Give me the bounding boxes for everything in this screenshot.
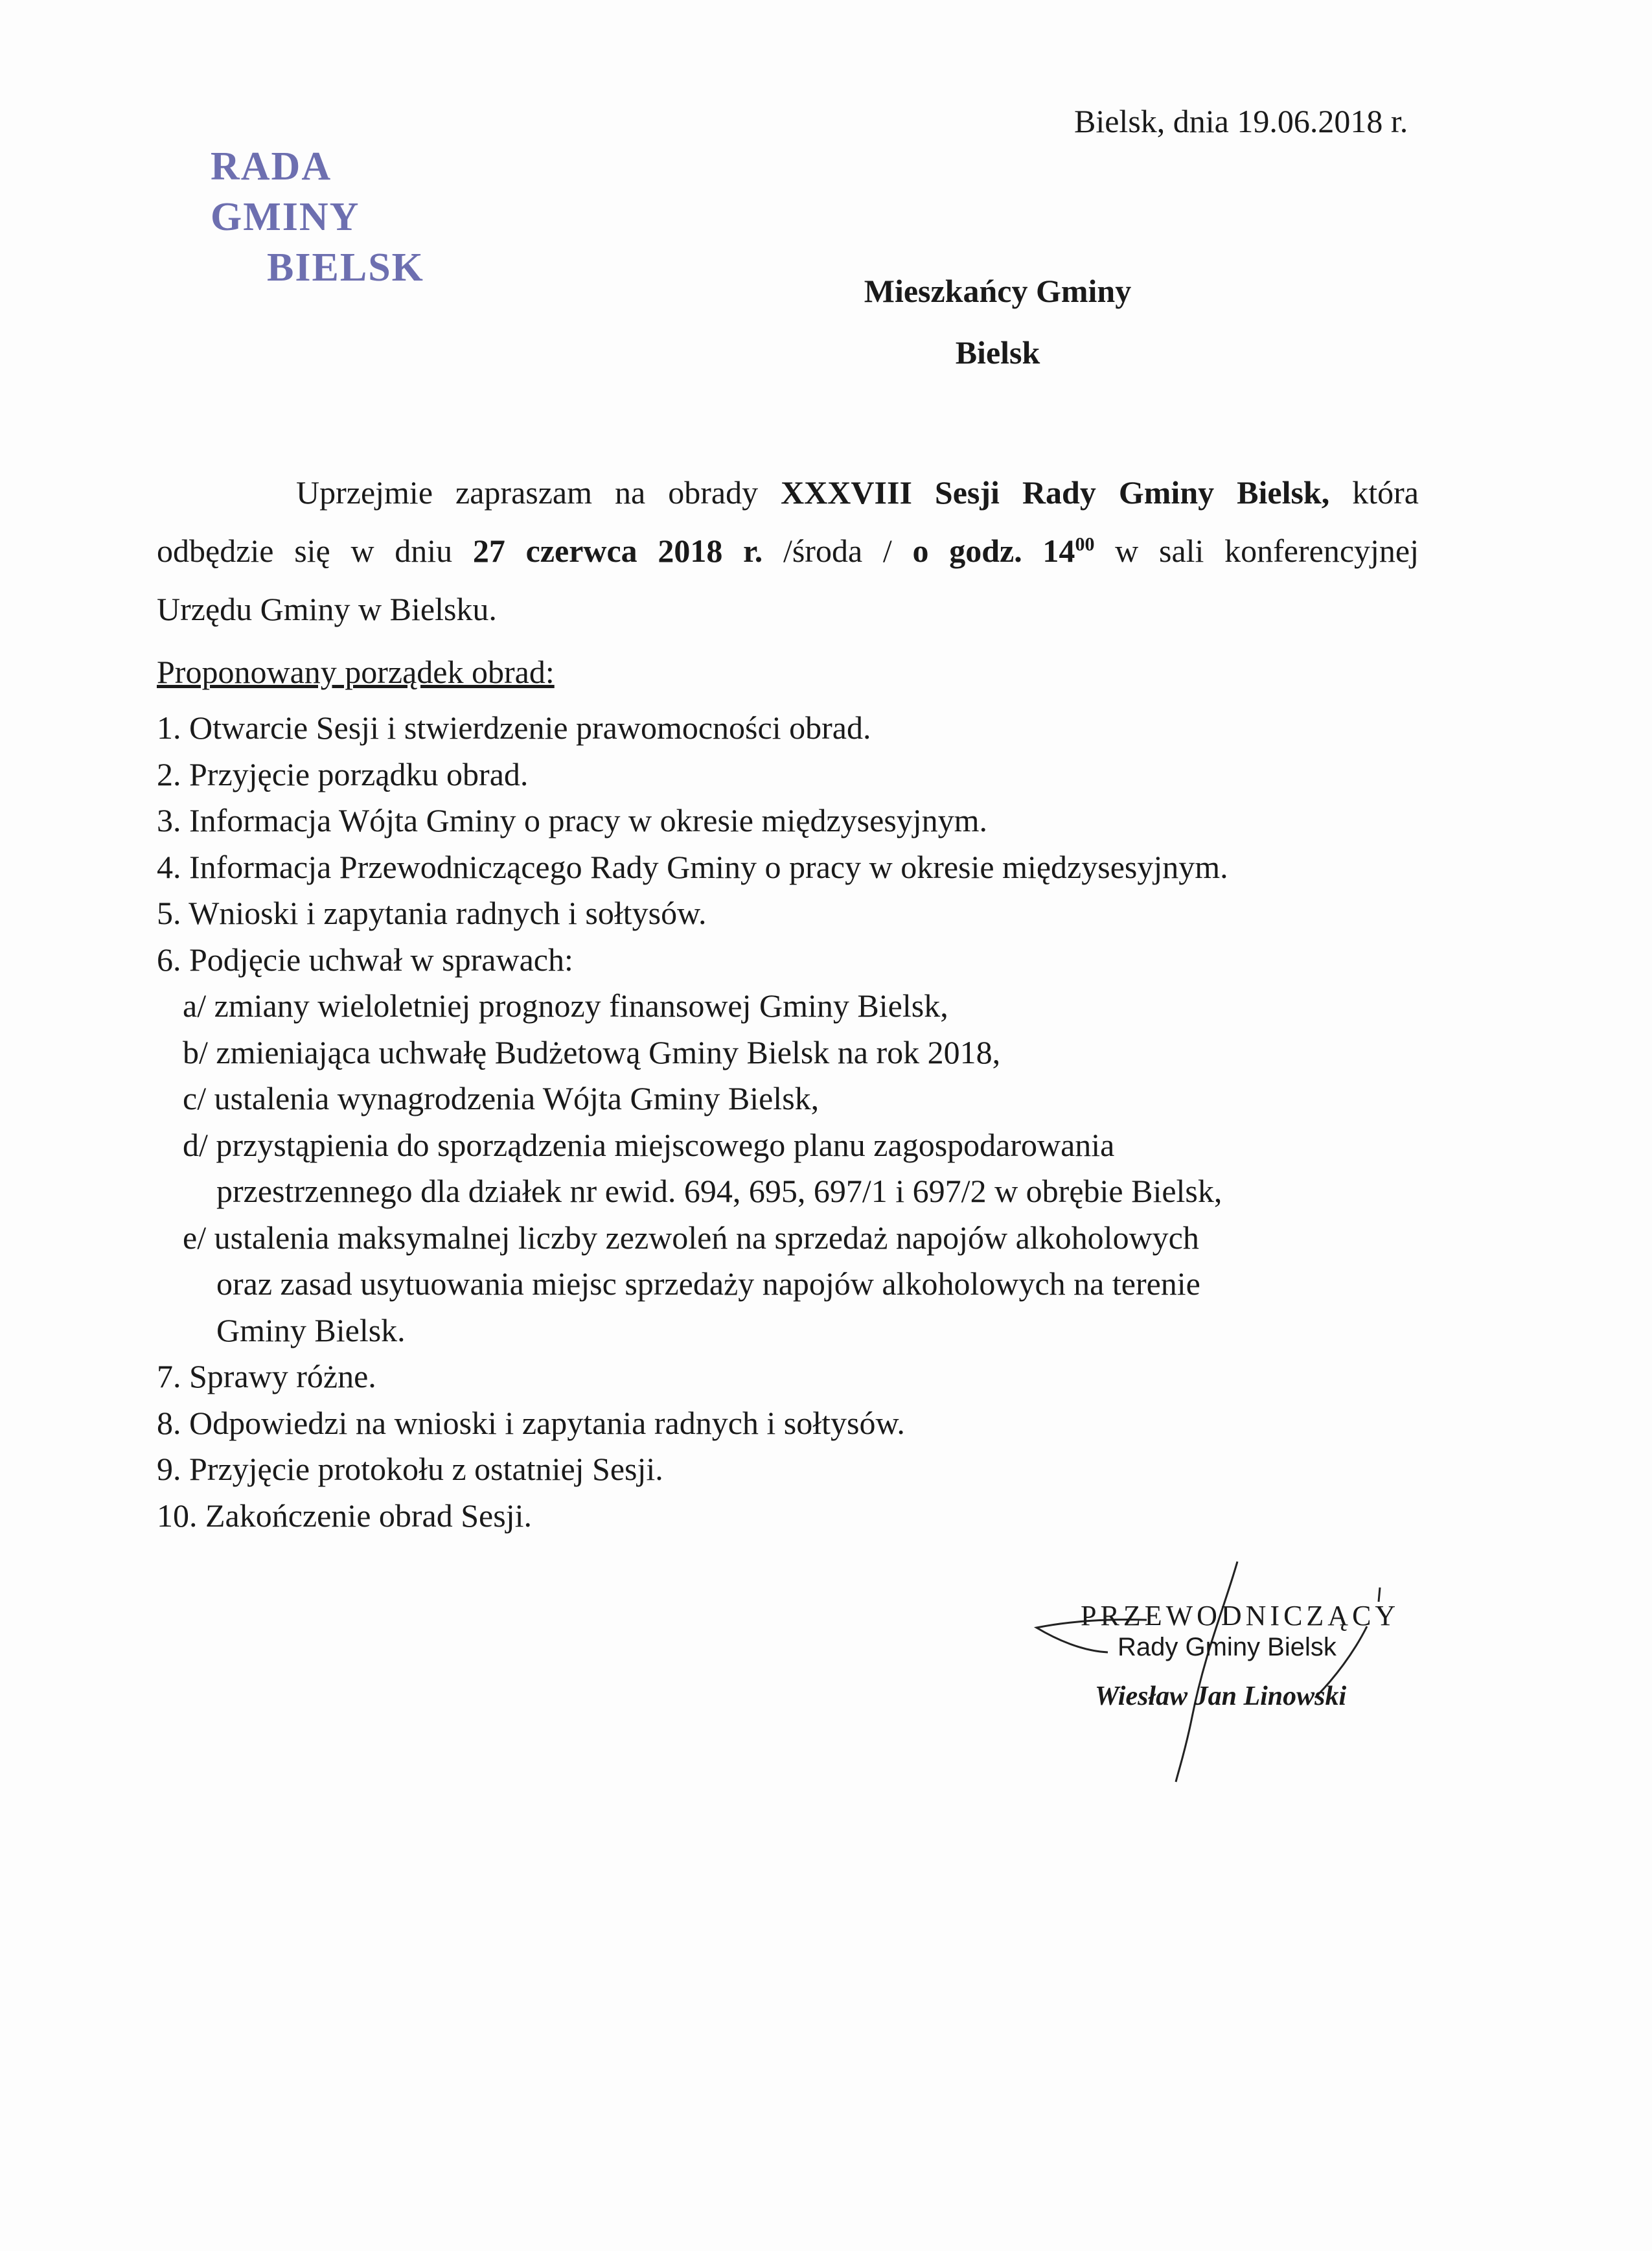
agenda-item: 3. Informacja Wójta Gminy o pracy w okresie międzysesyjnym. bbox=[157, 802, 988, 838]
invitation-line-1 bbox=[157, 463, 1419, 522]
agenda-item: 7. Sprawy różne. bbox=[157, 1358, 376, 1394]
session-time bbox=[912, 533, 1094, 569]
rada-gminy-stamp bbox=[211, 141, 483, 293]
recipient-line-2: Bielsk bbox=[955, 334, 1040, 371]
agenda-subitem: e/ ustalenia maksymalnej liczby zezwoleń na sprzedaż napojów alkoholowych bbox=[183, 1219, 1199, 1256]
agenda-subitem: b/ zmieniająca uchwałę Budżetową Gminy Bielsk na rok 2018, bbox=[183, 1033, 1001, 1070]
text-span: w sali konferencyjnej bbox=[1094, 533, 1419, 569]
agenda-list bbox=[157, 705, 1228, 1539]
stamp-line-1: RADA GMINY bbox=[211, 144, 360, 239]
invitation-paragraph bbox=[157, 463, 1419, 638]
agenda-item: 5. Wnioski i zapytania radnych i sołtysów. bbox=[157, 895, 707, 931]
session-name: XXXVIII Sesji Rady Gminy Bielsk, bbox=[781, 474, 1330, 511]
agenda-item: 6. Podjęcie uchwał w sprawach: bbox=[157, 941, 573, 978]
agenda-subitem-continued: oraz zasad usytuowania miejsc sprzedaży napojów alkoholowych na terenie bbox=[216, 1265, 1200, 1302]
text-span: /środa / bbox=[763, 533, 913, 569]
text-span: Uprzejmie zapraszam na obrady bbox=[296, 474, 781, 511]
signature-organization: Rady Gminy Bielsk bbox=[1118, 1633, 1337, 1661]
session-date: 27 czerwca 2018 r. bbox=[472, 533, 763, 569]
date-line: Bielsk, dnia 19.06.2018 r. bbox=[1074, 103, 1408, 139]
recipient-line-1: Mieszkańcy Gminy bbox=[864, 273, 1132, 309]
agenda-subitem: d/ przystąpienia do sporządzenia miejscowego planu zagospodarowania bbox=[183, 1126, 1115, 1163]
agenda-subitem-continued: Gminy Bielsk. bbox=[216, 1311, 406, 1348]
agenda-item: 2. Przyjęcie porządku obrad. bbox=[157, 756, 529, 792]
agenda-item: 1. Otwarcie Sesji i stwierdzenie prawomocności obrad. bbox=[157, 710, 871, 746]
agenda-item: 10. Zakończenie obrad Sesji. bbox=[157, 1497, 532, 1534]
agenda-heading: Proponowany porządek obrad: bbox=[157, 654, 555, 690]
text-span: odbędzie się w dniu bbox=[157, 533, 473, 569]
agenda-subitem: a/ zmiany wieloletniej prognozy finansowej Gminy Bielsk, bbox=[183, 987, 948, 1024]
invitation-line-3: Urzędu Gminy w Bielsku. bbox=[157, 591, 497, 627]
invitation-line-2 bbox=[157, 522, 1419, 580]
agenda-item: 9. Przyjęcie protokołu z ostatniej Sesji. bbox=[157, 1451, 663, 1487]
handwritten-signature bbox=[1030, 1555, 1393, 1788]
time-minutes: 00 bbox=[1075, 533, 1095, 555]
text-span: która bbox=[1329, 474, 1419, 511]
signature-name: Wiesław Jan Linowski bbox=[1095, 1681, 1347, 1711]
signature-title: PRZEWODNICZĄCY bbox=[1081, 1600, 1400, 1632]
agenda-subitem: c/ ustalenia wynagrodzenia Wójta Gminy Bielsk, bbox=[183, 1080, 820, 1116]
agenda-item: 8. Odpowiedzi na wnioski i zapytania radnych i sołtysów. bbox=[157, 1404, 905, 1441]
agenda-item: 4. Informacja Przewodniczącego Rady Gminy o pracy w okresie międzysesyjnym. bbox=[157, 848, 1228, 885]
time-text: o godz. 14 bbox=[912, 533, 1075, 569]
agenda-subitem-continued: przestrzennego dla działek nr ewid. 694, 695, 697/1 i 697/2 w obrębie Bielsk, bbox=[216, 1173, 1222, 1209]
stamp-line-2: BIELSK bbox=[267, 246, 424, 290]
